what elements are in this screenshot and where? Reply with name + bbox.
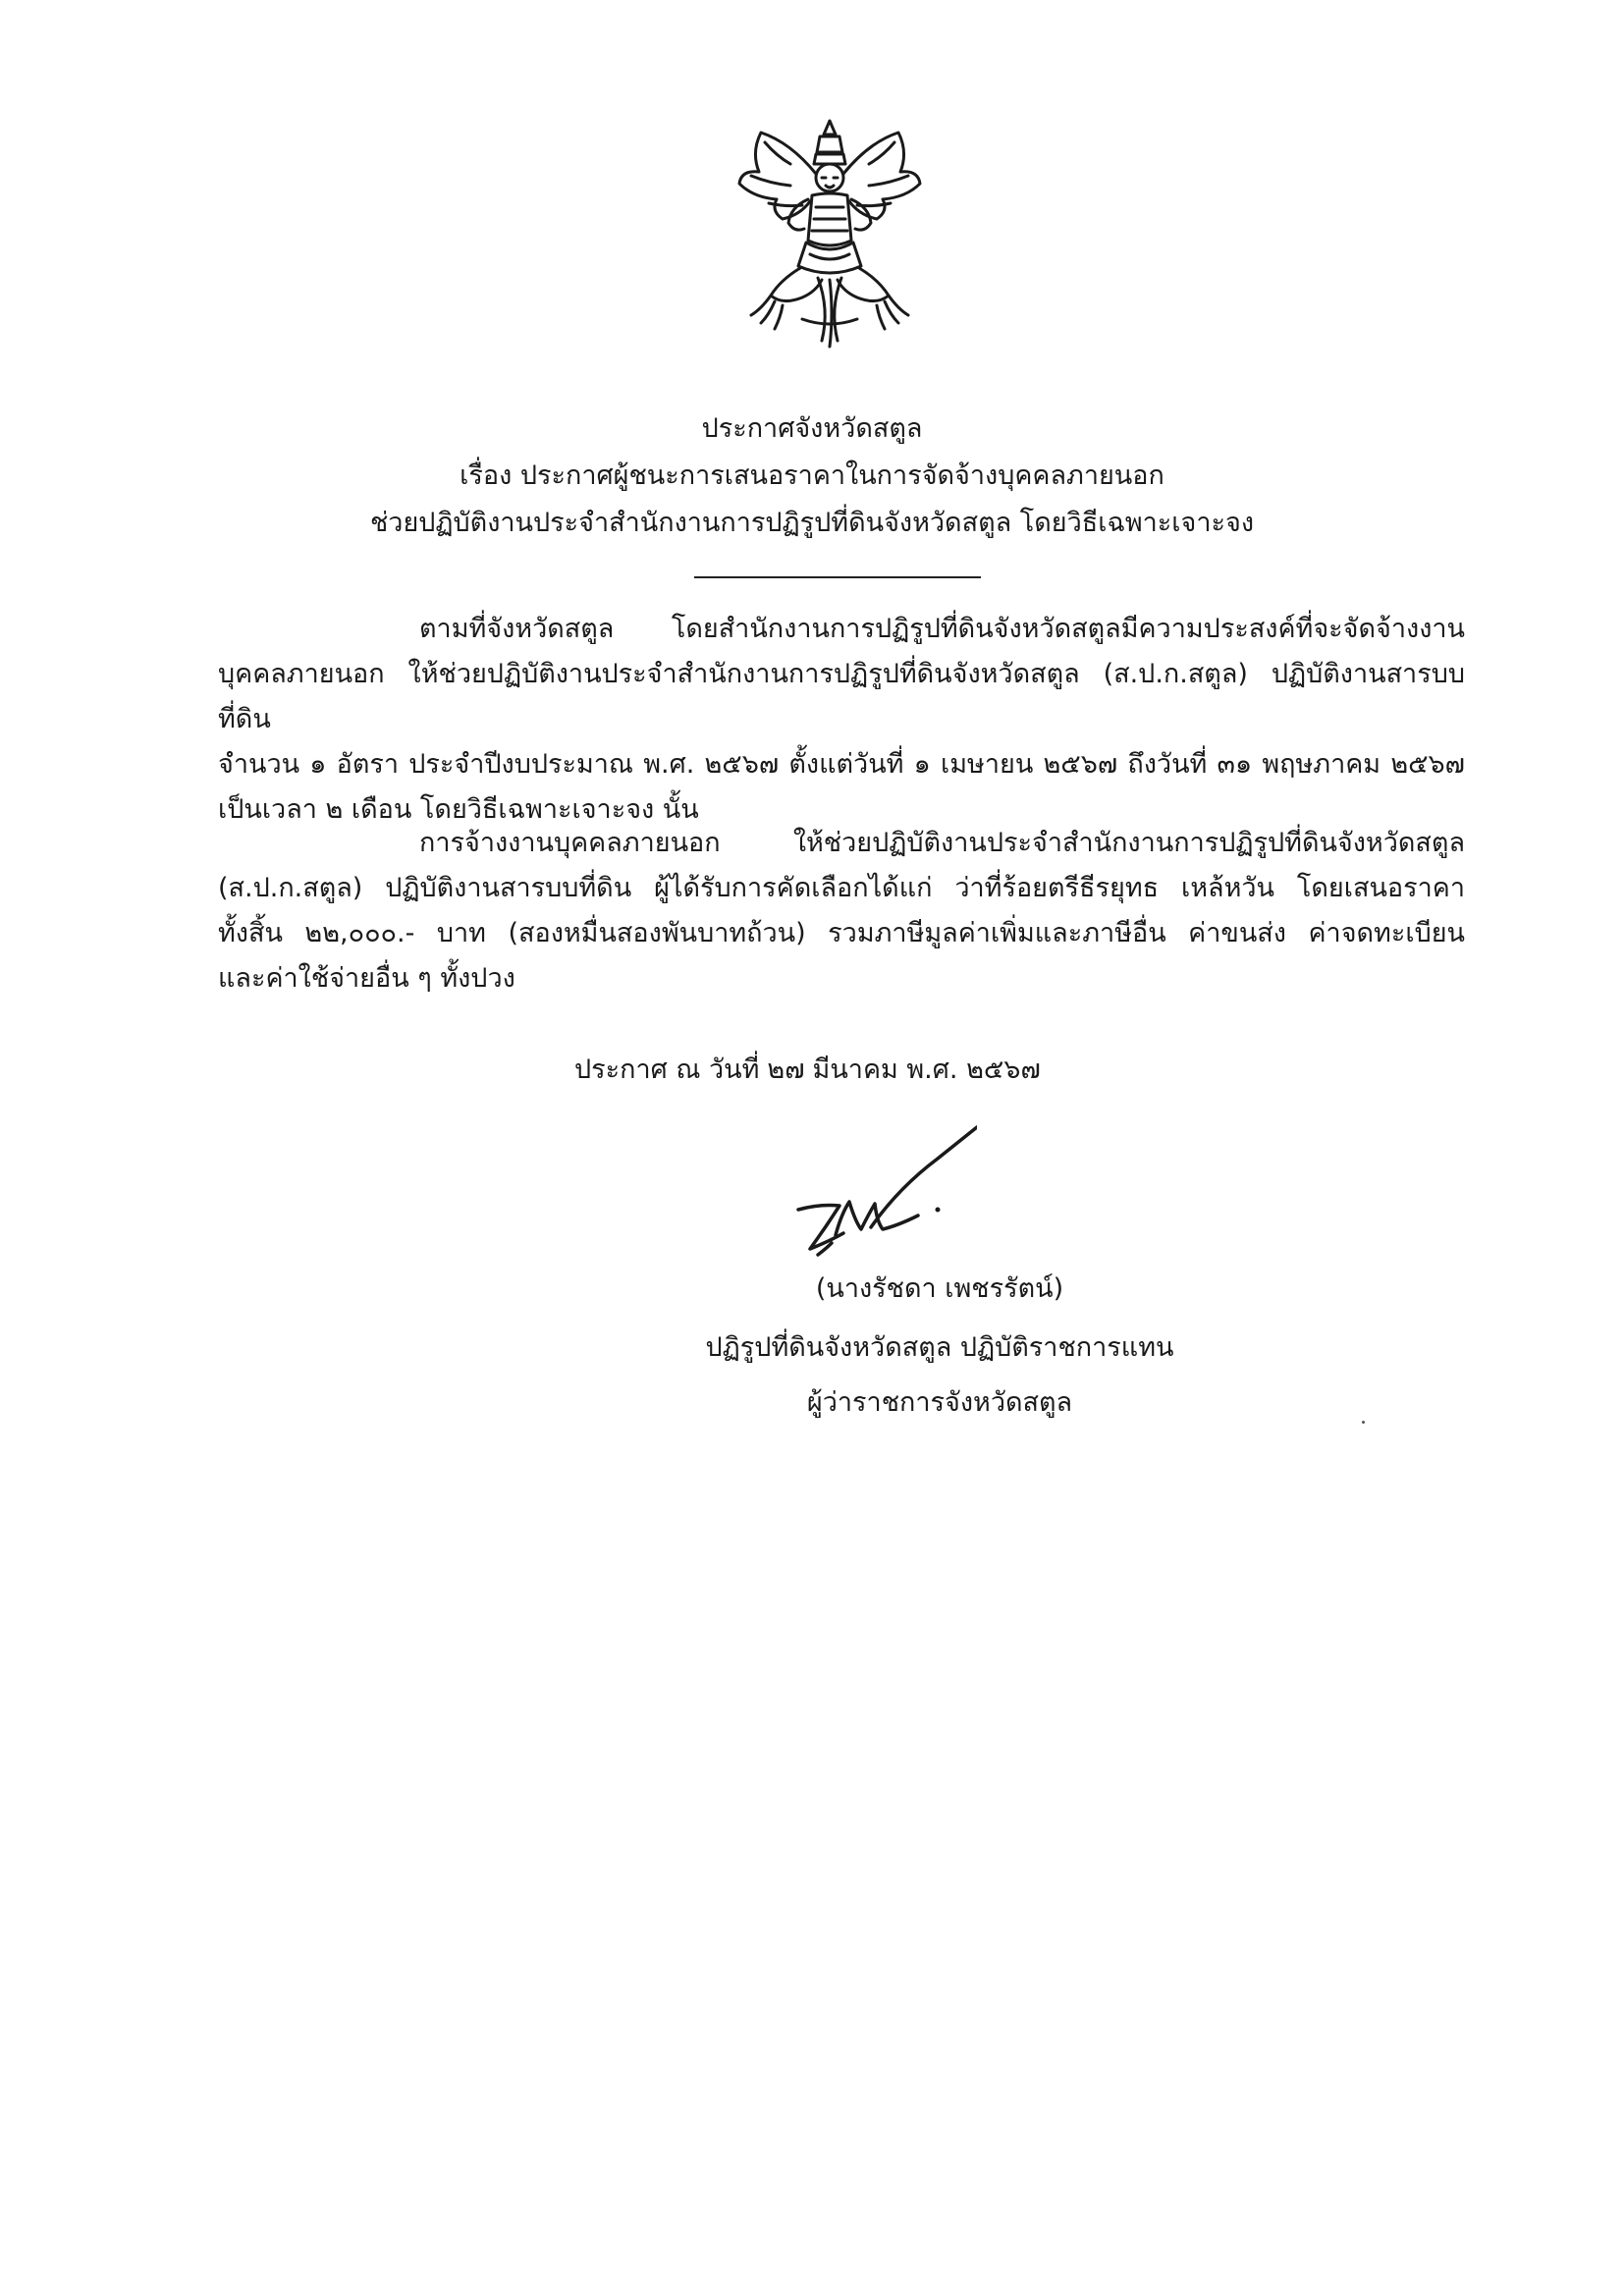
- signatory-name: (นางรัชดา เพชรรัตน์): [815, 1273, 1064, 1304]
- paragraph-background: [218, 607, 1465, 833]
- paragraph-line: (ส.ป.ก.สตูล) ปฏิบัติงานสารบบที่ดิน ผู้ได้รับการคัดเลือกได้แก่ ว่าที่ร้อยตรีธีรยุทธ เหล้หวัน โดยเสนอราคา: [218, 873, 1465, 903]
- garuda-emblem-icon: [731, 113, 928, 353]
- announcement-subject-continued: ช่วยปฏิบัติงานประจำสำนักงานการปฏิรูปที่ดินจังหวัดสตูล โดยวิธีเฉพาะเจาะจง: [369, 508, 1255, 538]
- paragraph-line: เป็นเวลา ๒ เดือน โดยวิธีเฉพาะเจาะจง นั้น: [218, 794, 699, 825]
- paragraph-line: ตามที่จังหวัดสตูล โดยสำนักงานการปฏิรูปที่ดินจังหวัดสตูลมีความประสงค์ที่จะจัดจ้างงาน: [419, 614, 1465, 644]
- paragraph-line: การจ้างงานบุคคลภายนอก ให้ช่วยปฏิบัติงานประจำสำนักงานการปฏิรูปที่ดินจังหวัดสตูล: [419, 828, 1465, 858]
- announcement-subject: เรื่อง ประกาศผู้ชนะการเสนอราคาในการจัดจ้างบุคคลภายนอก: [460, 460, 1164, 491]
- announcement-title: ประกาศจังหวัดสตูล: [701, 413, 923, 444]
- handwritten-signature: [781, 1119, 977, 1276]
- paragraph-line: บุคคลภายนอก ให้ช่วยปฏิบัติงานประจำสำนักงานการปฏิรูปที่ดินจังหวัดสตูล (ส.ป.ก.สตูล) ปฏิบัติงานสารบบที่ดิน: [218, 659, 1465, 734]
- paragraph-line: และค่าใช้จ่ายอื่น ๆ ทั้งปวง: [218, 963, 515, 994]
- date-day: ๒๗: [767, 1054, 805, 1085]
- scan-speck: [1362, 1421, 1365, 1424]
- heading-divider: [694, 576, 981, 578]
- announcement-date: [574, 1054, 1041, 1086]
- paragraph-line: ทั้งสิ้น ๒๒,๐๐๐.- บาท (สองหมื่นสองพันบาทถ้วน) รวมภาษีมูลค่าเพิ่มและภาษีอื่น ค่าขนส่ง ค่าจดทะเบียน: [218, 918, 1465, 948]
- paragraph-line: จำนวน ๑ อัตรา ประจำปีงบประมาณ พ.ศ. ๒๕๖๗ ตั้งแต่วันที่ ๑ เมษายน ๒๕๖๗ ถึงวันที่ ๓๑ พฤษภาคม ๒๕๖๗: [218, 749, 1465, 780]
- date-prefix: ประกาศ ณ วันที่: [574, 1054, 760, 1085]
- signatory-position: ปฏิรูปที่ดินจังหวัดสตูล ปฏิบัติราชการแทน: [705, 1332, 1174, 1363]
- date-suffix: มีนาคม พ.ศ. ๒๕๖๗: [812, 1054, 1041, 1085]
- signatory-position-continued: ผู้ว่าราชการจังหวัดสตูล: [806, 1387, 1073, 1418]
- paragraph-winner: [218, 821, 1465, 1001]
